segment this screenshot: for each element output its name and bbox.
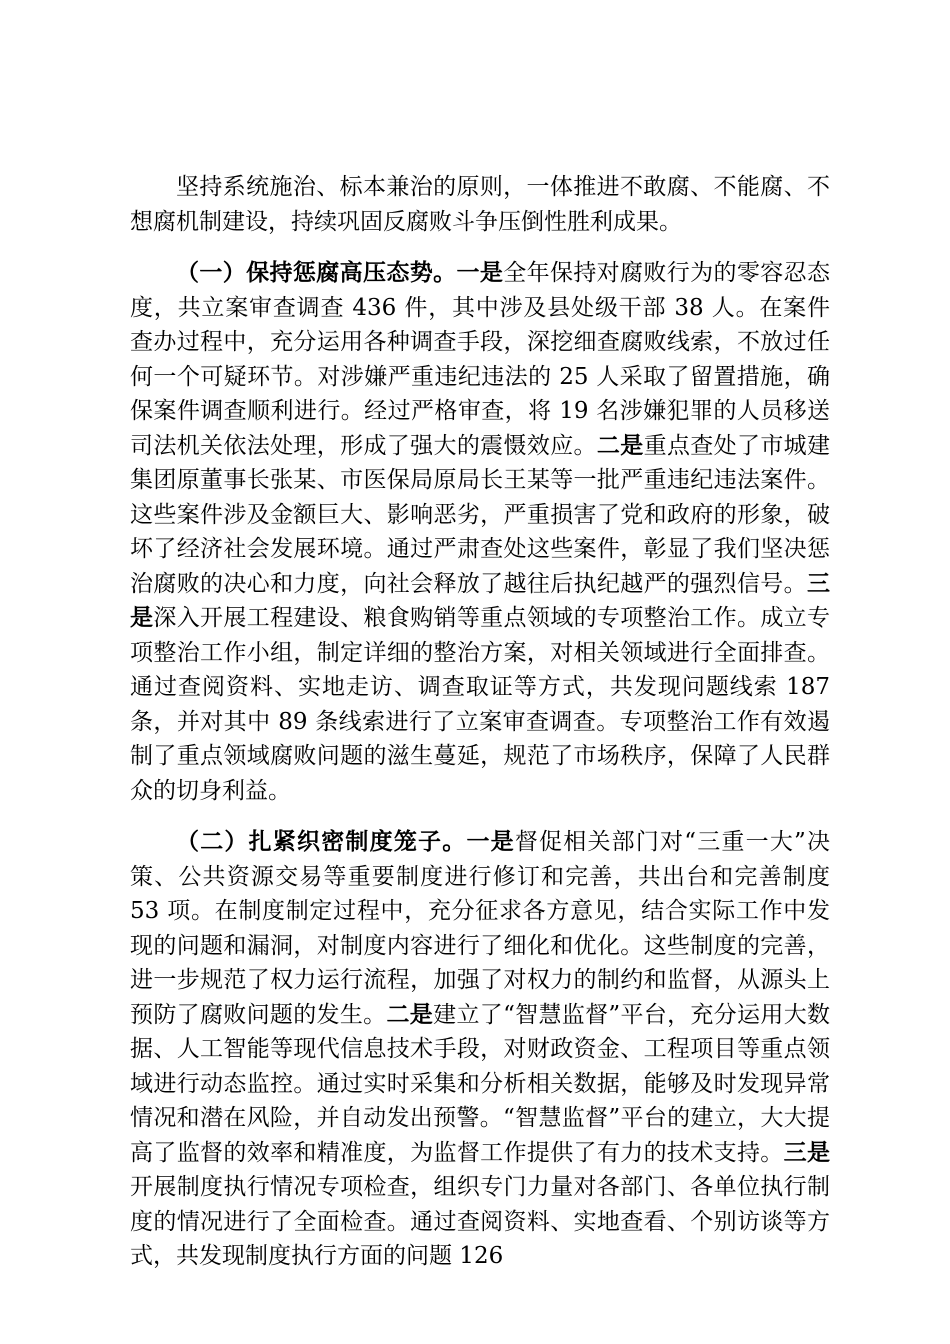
section-2-point-2-marker: 二是 — [386, 1001, 434, 1028]
section-2-point-1-marker: 一是 — [466, 829, 515, 855]
section-1-point-2-text: 重点查处了市城建集团原董事长张某、市医保局原局长王某等一批严重违纪违法案件。这些案件涉及金额巨大、影响恶劣，严重损害了党和政府的形象，破坏了经济社会发展环境。通过严肃查处这些案件，彰显了我们坚决惩治腐败的决心和力度，向社会释放了越往后执纪越严的强烈信号。 — [130, 432, 831, 597]
section-2-point-3-marker: 三是 — [783, 1139, 831, 1166]
section-1-heading: （一）保持惩腐高压态势。 — [176, 260, 457, 286]
section-2-heading: （二）扎紧织密制度笼子。 — [176, 829, 467, 855]
section-1-point-2-marker: 二是 — [596, 432, 644, 459]
section-1-point-1-text: 全年保持对腐败行为的零容忍态度，共立案审查调查 436 件，其中涉及县处级干部 38 人。在案件查办过程中，充分运用各种调查手段，深挖细查腐败线索，不放过任何一个可疑环节。对涉嫌严重违纪违法的 25 人采取了留置措施，确保案件调查顺利进行。经过严格审查，将 19 名涉嫌犯罪的人员移送司法机关依法处理，形成了强大的震慑效应。 — [130, 260, 831, 459]
section-1-paragraph — [130, 256, 830, 808]
section-1-point-1-marker: 一是 — [456, 260, 504, 286]
document-page — [130, 170, 830, 1274]
intro-paragraph — [130, 170, 830, 239]
section-1-point-3-marker: 三是 — [130, 570, 830, 631]
section-2-point-3-text: 开展制度执行情况专项检查，组织专门力量对各部门、各单位执行制度的情况进行了全面检查。通过查阅资料、实地查看、个别访谈等方式，共发现制度执行方面的问题 126 — [130, 1174, 830, 1269]
intro-text: 坚持系统施治、标本兼治的原则，一体推进不敢腐、不能腐、不想腐机制建设，持续巩固反腐败斗争压倒性胜利成果。 — [130, 174, 830, 235]
section-2-point-2-text: 建立了“智慧监督”平台，充分运用大数据、人工智能等现代信息技术手段，对财政资金、工程项目等重点领域进行动态监控。通过实时采集和分析相关数据，能够及时发现异常情况和潜在风险，并自动发出预警。“智慧监督”平台的建立，大大提高了监督的效率和精准度，为监督工作提供了有力的技术支持。 — [130, 1001, 831, 1166]
section-2-paragraph — [130, 825, 830, 1274]
section-1-point-3-text: 深入开展工程建设、粮食购销等重点领域的专项整治工作。成立专项整治工作小组，制定详细的整治方案，对相关领域进行全面排查。通过查阅资料、实地走访、调查取证等方式，共发现问题线索 187 条，并对其中 89 条线索进行了立案审查调查。专项整治工作有效遏制了重点领域腐败问题的滋生蔓延，规范了市场秩序，保障了人民群众的切身利益。 — [130, 605, 831, 804]
section-2-point-1-text: 督促相关部门对“三重一大”决策、公共资源交易等重要制度进行修订和完善，共出台和完善制度 53 项。在制度制定过程中，充分征求各方意见，结合实际工作中发现的问题和漏洞，对制度内容进行了细化和优化。这些制度的完善，进一步规范了权力运行流程，加强了对权力的制约和监督，从源头上预防了腐败问题的发生。 — [130, 829, 830, 1028]
